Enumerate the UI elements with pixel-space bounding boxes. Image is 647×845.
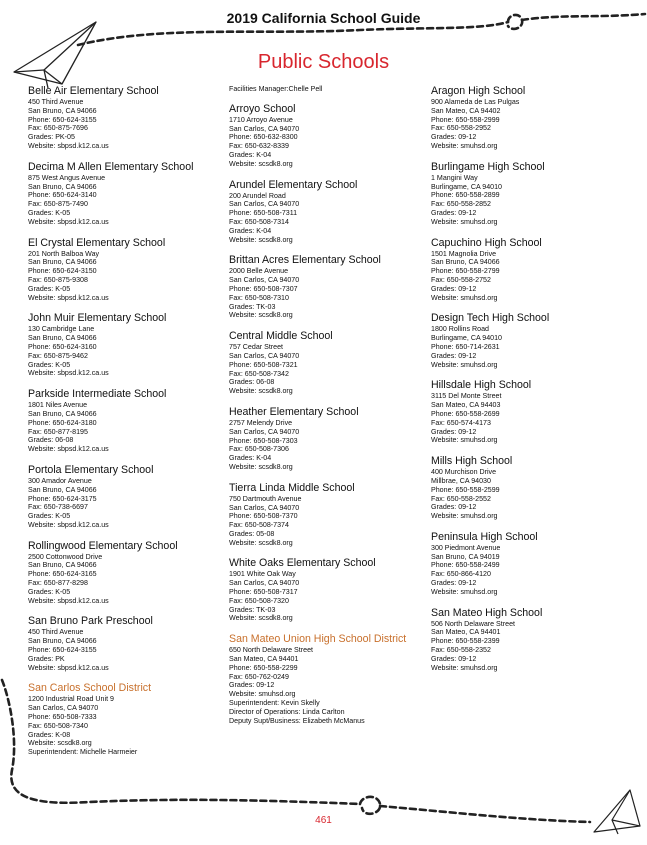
school-entry <box>431 85 631 151</box>
school-entry <box>431 531 631 597</box>
school-detail-line: Fax: 650-558-2952 <box>431 124 491 133</box>
school-detail-line: Fax: 650-508-7340 <box>28 721 88 730</box>
school-detail-line: Fax: 650-558-2552 <box>431 494 491 503</box>
school-detail-line: 200 Arundel Road <box>229 191 286 200</box>
school-name: Central Middle School <box>229 330 333 343</box>
school-entry <box>229 406 424 472</box>
school-detail-line: 1901 White Oak Way <box>229 570 296 579</box>
school-detail-line: Fax: 650-875-7696 <box>28 124 88 133</box>
school-detail-line: Grades: K-05 <box>28 587 71 596</box>
school-detail-line: Website: sbpsd.k12.ca.us <box>28 293 109 302</box>
school-detail-line: Superintendent: Kevin Skelly <box>229 699 320 708</box>
school-detail-line: Fax: 650-508-7306 <box>229 445 289 454</box>
school-entry <box>431 379 631 445</box>
school-detail-line: Phone: 650-558-2899 <box>431 191 500 200</box>
school-detail-line: Website: scsdk8.org <box>229 235 293 244</box>
school-detail-line: Grades: 09-12 <box>431 351 477 360</box>
school-entry <box>431 455 631 521</box>
school-detail-line: Website: sbpsd.k12.ca.us <box>28 217 109 226</box>
school-entry <box>28 312 218 378</box>
school-name: Brittan Acres Elementary School <box>229 254 381 267</box>
school-detail-line: Phone: 650-508-7370 <box>229 512 298 521</box>
school-name: Capuchino High School <box>431 236 542 249</box>
school-detail-line: Facilities Manager:Chelle Pell <box>229 85 323 93</box>
school-detail-line: San Carlos, CA 94070 <box>229 276 300 285</box>
school-detail-line: Grades: K-08 <box>28 730 71 739</box>
school-detail-line: Phone: 650-558-2599 <box>431 485 500 494</box>
school-detail-line: Website: smuhsd.org <box>431 293 498 302</box>
school-detail-line: Grades: K-05 <box>28 512 71 521</box>
school-detail-line: Fax: 650-508-7310 <box>229 293 289 302</box>
school-name: Rollingwood Elementary School <box>28 539 178 552</box>
school-detail-line: Website: smuhsd.org <box>431 663 498 672</box>
school-detail-line: Grades: 09-12 <box>431 579 477 588</box>
school-detail-line: 1200 Industrial Road Unit 9 <box>28 695 114 704</box>
school-entry <box>431 237 631 303</box>
school-detail-line: Fax: 650-574-4173 <box>431 418 491 427</box>
school-detail-line: 1800 Rollins Road <box>431 325 489 334</box>
school-detail-line: Phone: 650-624-3140 <box>28 191 97 200</box>
school-entry <box>229 85 424 94</box>
school-entry <box>229 330 424 396</box>
school-detail-line: San Bruno, CA 94066 <box>28 334 97 343</box>
column-middle <box>229 85 424 735</box>
school-name: Parkside Intermediate School <box>28 388 167 401</box>
school-entry <box>431 161 631 227</box>
school-detail-line: 130 Cambridge Lane <box>28 325 95 334</box>
school-detail-line: Fax: 650-875-7490 <box>28 200 88 209</box>
school-detail-line: 450 Third Avenue <box>28 98 84 106</box>
school-detail-line: Fax: 650-508-7342 <box>229 369 289 378</box>
paper-plane-icon <box>594 790 640 834</box>
school-name: Tierra Linda Middle School <box>229 481 355 494</box>
school-entry <box>229 254 424 320</box>
school-name: Hillsdale High School <box>431 379 532 392</box>
school-detail-line: Grades: 09-12 <box>229 681 275 690</box>
school-detail-line: San Bruno, CA 94066 <box>28 258 97 267</box>
school-detail-line: Phone: 650-558-2299 <box>229 663 298 672</box>
school-detail-line: Burlingame, CA 94010 <box>431 334 502 343</box>
school-detail-line: Phone: 650-624-3150 <box>28 267 97 276</box>
district-entry <box>229 633 424 725</box>
school-detail-line: 2757 Melendy Drive <box>229 418 293 427</box>
school-detail-line: Website: smuhsd.org <box>431 587 498 596</box>
school-detail-line: Website: scsdk8.org <box>28 739 92 748</box>
school-detail-line: Fax: 650-866-4120 <box>431 570 491 579</box>
school-detail-line: Website: scsdk8.org <box>229 159 293 168</box>
school-name: Peninsula High School <box>431 530 538 543</box>
school-detail-line: Grades: K-04 <box>229 226 272 235</box>
school-entry <box>28 540 218 606</box>
school-detail-line: Phone: 650-714-2631 <box>431 342 500 351</box>
school-detail-line: 757 Cedar Street <box>229 343 284 352</box>
school-entry <box>28 85 218 151</box>
school-entry <box>229 482 424 548</box>
school-detail-line: Phone: 650-558-2499 <box>431 561 500 570</box>
school-detail-line: Phone: 650-558-2999 <box>431 115 500 124</box>
school-detail-line: Grades: PK-05 <box>28 133 75 142</box>
school-detail-line: Grades: K-05 <box>28 284 71 293</box>
school-detail-line: Fax: 650-558-2852 <box>431 200 491 209</box>
school-detail-line: Phone: 650-624-3175 <box>28 494 97 503</box>
school-entry <box>229 557 424 623</box>
school-detail-line: Phone: 650-508-7333 <box>28 713 97 722</box>
school-detail-line: San Mateo, CA 94403 <box>431 401 501 410</box>
school-detail-line: Website: scsdk8.org <box>229 614 293 623</box>
school-detail-line: Phone: 650-624-3180 <box>28 418 97 427</box>
guide-title: 2019 California School Guide <box>226 10 421 26</box>
school-detail-line: Website: smuhsd.org <box>431 141 498 150</box>
school-entry <box>431 607 631 673</box>
school-detail-line: 1710 Arroyo Avenue <box>229 115 293 124</box>
school-detail-line: Phone: 650-508-7317 <box>229 588 298 597</box>
school-detail-line: Grades: 06-08 <box>229 378 275 387</box>
school-name: San Mateo High School <box>431 606 543 619</box>
school-detail-line: 450 Third Avenue <box>28 628 84 637</box>
district-name: San Carlos School District <box>28 682 152 695</box>
school-detail-line: Fax: 650-508-7314 <box>229 217 289 226</box>
school-detail-line: Grades: K-05 <box>28 208 71 217</box>
school-detail-line: Website: sbpsd.k12.ca.us <box>28 596 109 605</box>
school-detail-line: San Carlos, CA 94070 <box>229 200 300 209</box>
school-detail-line: 1801 Niles Avenue <box>28 401 88 410</box>
school-detail-line: Phone: 650-508-7321 <box>229 360 298 369</box>
school-detail-line: Phone: 650-508-7307 <box>229 284 298 293</box>
school-detail-line: Grades: 09-12 <box>431 208 477 217</box>
school-detail-line: Fax: 650-508-7374 <box>229 521 289 530</box>
school-detail-line: Website: sbpsd.k12.ca.us <box>28 520 109 529</box>
school-detail-line: Phone: 650-632-8300 <box>229 133 298 142</box>
school-detail-line: 2500 Cottonwood Drive <box>28 552 103 561</box>
school-detail-line: Fax: 650-738-6697 <box>28 503 88 512</box>
school-detail-line: Website: smuhsd.org <box>229 690 296 699</box>
school-name: Burlingame High School <box>431 160 545 173</box>
school-detail-line: 201 North Balboa Way <box>28 249 100 258</box>
school-name: Portola Elementary School <box>28 463 154 476</box>
school-detail-line: Deputy Supt/Business: Elizabeth McManus <box>229 716 365 725</box>
school-detail-line: Superintendent: Michelle Harmeier <box>28 748 138 757</box>
school-detail-line: 750 Dartmouth Avenue <box>229 494 302 503</box>
school-name: White Oaks Elementary School <box>229 557 376 570</box>
school-name: El Crystal Elementary School <box>28 236 166 249</box>
school-entry <box>28 237 218 303</box>
school-detail-line: San Carlos, CA 94070 <box>229 351 300 360</box>
school-detail-line: Grades: 09-12 <box>431 654 477 663</box>
school-detail-line: San Bruno, CA 94066 <box>28 637 97 646</box>
school-detail-line: Grades: K-04 <box>229 454 272 463</box>
school-detail-line: Fax: 650-632-8339 <box>229 142 289 151</box>
school-name: Arroyo School <box>229 102 296 115</box>
school-name: Aragon High School <box>431 85 526 97</box>
school-detail-line: San Mateo, CA 94401 <box>229 655 299 664</box>
school-detail-line: Phone: 650-624-3160 <box>28 342 97 351</box>
school-detail-line: Phone: 650-558-2699 <box>431 409 500 418</box>
school-entry <box>229 103 424 169</box>
school-name: Belle Air Elementary School <box>28 85 159 97</box>
school-detail-line: San Bruno, CA 94066 <box>28 106 97 115</box>
school-detail-line: San Bruno, CA 94066 <box>431 258 500 267</box>
school-name: John Muir Elementary School <box>28 312 167 325</box>
school-detail-line: 1501 Magnolia Drive <box>431 249 497 258</box>
school-detail-line: Fax: 650-558-2752 <box>431 275 491 284</box>
school-detail-line: 1 Mangini Way <box>431 173 478 182</box>
school-detail-line: 400 Murchison Drive <box>431 468 497 477</box>
school-detail-line: Grades: 09-12 <box>431 284 477 293</box>
school-entry <box>28 161 218 227</box>
school-entry <box>28 388 218 454</box>
school-detail-line: San Carlos, CA 94070 <box>229 503 300 512</box>
school-entry <box>229 179 424 245</box>
school-detail-line: Fax: 650-875-9308 <box>28 275 88 284</box>
school-detail-line: Website: scsdk8.org <box>229 462 293 471</box>
school-detail-line: 650 North Delaware Street <box>229 646 313 655</box>
school-detail-line: Website: sbpsd.k12.ca.us <box>28 445 109 454</box>
school-detail-line: Website: scsdk8.org <box>229 387 293 396</box>
school-detail-line: San Mateo, CA 94401 <box>431 628 501 637</box>
school-detail-line: Website: smuhsd.org <box>431 512 498 521</box>
school-detail-line: Website: smuhsd.org <box>431 217 498 226</box>
school-detail-line: Fax: 650-508-7320 <box>229 596 289 605</box>
school-detail-line: Grades: K-04 <box>229 150 272 159</box>
school-detail-line: Phone: 650-508-7303 <box>229 436 298 445</box>
page-number: 461 <box>315 815 332 826</box>
school-detail-line: San Carlos, CA 94070 <box>229 124 300 133</box>
school-detail-line: Phone: 650-624-3165 <box>28 570 97 579</box>
district-entry <box>28 682 218 757</box>
school-detail-line: Fax: 650-877-8298 <box>28 579 88 588</box>
school-name: Design Tech High School <box>431 312 550 325</box>
school-detail-line: 2000 Belle Avenue <box>229 267 289 276</box>
school-detail-line: Grades: 05-08 <box>229 529 275 538</box>
column-right <box>431 85 631 682</box>
school-detail-line: 900 Alameda de Las Pulgas <box>431 98 520 106</box>
school-detail-line: Phone: 650-624-3155 <box>28 115 97 124</box>
school-detail-line: Website: smuhsd.org <box>431 436 498 445</box>
school-detail-line: Website: sbpsd.k12.ca.us <box>28 663 109 672</box>
school-detail-line: San Bruno, CA 94066 <box>28 409 97 418</box>
school-detail-line: San Carlos, CA 94070 <box>28 704 99 713</box>
school-detail-line: Millbrae, CA 94030 <box>431 476 491 485</box>
school-detail-line: Director of Operations: Linda Carlton <box>229 707 345 716</box>
school-detail-line: Website: scsdk8.org <box>229 538 293 547</box>
school-detail-line: San Mateo, CA 94402 <box>431 106 501 115</box>
school-detail-line: San Carlos, CA 94070 <box>229 427 300 436</box>
school-detail-line: Grades: K-05 <box>28 360 71 369</box>
school-entry <box>431 312 631 369</box>
district-name: San Mateo Union High School District <box>229 633 407 646</box>
school-detail-line: San Bruno, CA 94066 <box>28 182 97 191</box>
school-detail-line: San Bruno, CA 94066 <box>28 485 97 494</box>
school-detail-line: 300 Amador Avenue <box>28 476 92 485</box>
school-detail-line: Fax: 650-762-0249 <box>229 672 289 681</box>
school-detail-line: Grades: TK-03 <box>229 302 276 311</box>
school-detail-line: San Carlos, CA 94070 <box>229 579 300 588</box>
school-detail-line: Phone: 650-558-2799 <box>431 267 500 276</box>
school-detail-line: Website: sbpsd.k12.ca.us <box>28 369 109 378</box>
school-detail-line: 3115 Del Monte Street <box>431 392 502 401</box>
school-detail-line: Website: scsdk8.org <box>229 311 293 320</box>
school-name: Mills High School <box>431 455 513 468</box>
school-detail-line: Website: sbpsd.k12.ca.us <box>28 141 109 150</box>
school-detail-line: San Bruno, CA 94019 <box>431 552 500 561</box>
school-detail-line: Grades: PK <box>28 654 65 663</box>
section-title: Public Schools <box>257 51 390 73</box>
school-detail-line: Burlingame, CA 94010 <box>431 182 502 191</box>
school-detail-line: 875 West Angus Avenue <box>28 173 106 182</box>
school-name: Heather Elementary School <box>229 405 359 418</box>
school-detail-line: Fax: 650-558-2352 <box>431 646 491 655</box>
school-detail-line: Grades: 06-08 <box>28 436 74 445</box>
school-detail-line: San Bruno, CA 94066 <box>28 561 97 570</box>
school-detail-line: Phone: 650-624-3155 <box>28 646 97 655</box>
school-detail-line: Phone: 650-558-2399 <box>431 637 500 646</box>
school-detail-line: Fax: 650-875-9462 <box>28 351 88 360</box>
school-detail-line: 506 North Delaware Street <box>431 619 515 628</box>
school-detail-line: Phone: 650-508-7311 <box>229 209 298 218</box>
school-detail-line: Fax: 650-877-8195 <box>28 427 88 436</box>
school-detail-line: Grades: 09-12 <box>431 503 477 512</box>
school-detail-line: Grades: TK-03 <box>229 605 276 614</box>
school-detail-line: Website: smuhsd.org <box>431 360 498 369</box>
school-entry <box>28 615 218 672</box>
school-detail-line: Grades: 09-12 <box>431 427 477 436</box>
school-detail-line: Grades: 09-12 <box>431 133 477 142</box>
school-name: Arundel Elementary School <box>229 178 358 191</box>
school-entry <box>28 464 218 530</box>
school-detail-line: 300 Piedmont Avenue <box>431 543 501 552</box>
column-left <box>28 85 218 767</box>
school-name: Decima M Allen Elementary School <box>28 160 194 173</box>
school-name: San Bruno Park Preschool <box>28 615 153 628</box>
